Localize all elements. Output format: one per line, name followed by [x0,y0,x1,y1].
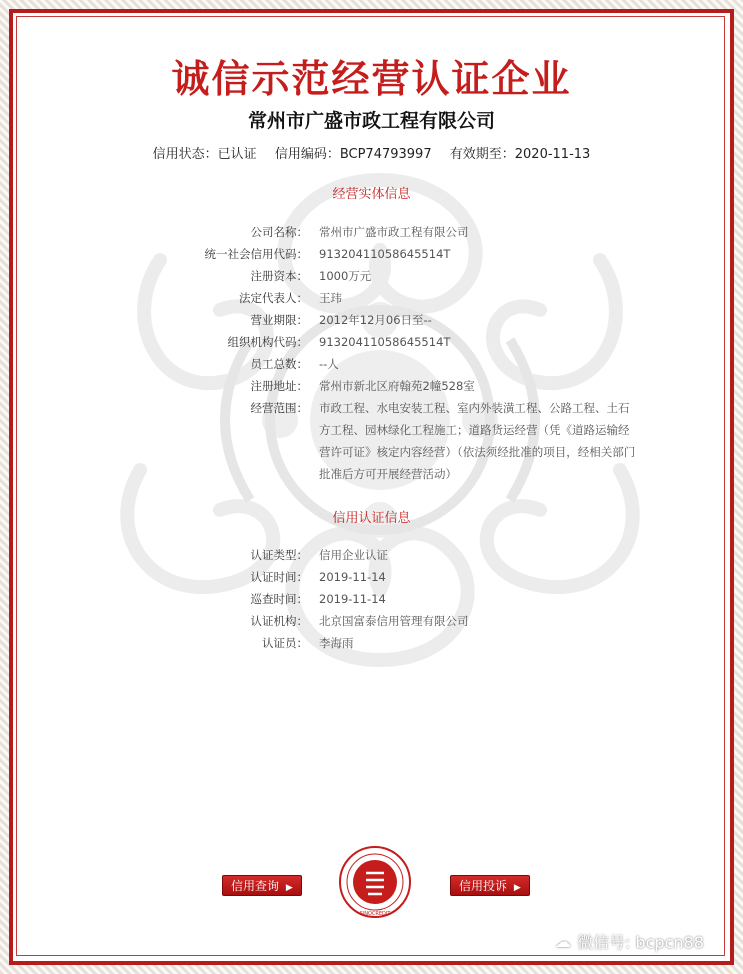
caret-right-icon: ▶ [513,883,521,893]
info-row-company-name [0,221,743,243]
row-value: 91320411058645514T [319,335,451,349]
row-label: 巡查时间： [250,592,308,606]
row-label: 注册资本： [250,269,308,283]
credit-query-label: 信用查询 [231,879,280,893]
row-value: 2012年12月06日至-- [319,313,432,327]
row-label: 认证类型： [250,548,308,562]
info-row-registered-capital [0,265,743,287]
watermark-text: 微信号: bcpcn88 [577,933,704,952]
row-value: --人 [319,357,339,371]
credit-code: 信用编码：BCP74793997 [274,147,432,162]
info-row-legal-representative [0,287,743,309]
info-row-business-scope [0,397,743,485]
svg-text:SINOCREDIT: SINOCREDIT [359,911,391,917]
info-row-inspection-time [0,588,743,610]
row-label: 员工总数： [250,357,308,371]
credit-status-line [0,143,743,162]
info-row-certification-agency [0,610,743,632]
row-value: 北京国富泰信用管理有限公司 [319,614,469,628]
info-row-certification-time [0,566,743,588]
row-label: 注册地址： [250,379,308,393]
info-row-organization-code [0,331,743,353]
row-label: 营业期限： [250,313,308,327]
row-value: 王玮 [319,291,342,305]
row-value: 常州市广盛市政工程有限公司 [319,225,469,239]
info-row-business-term [0,309,743,331]
row-label: 法定代表人： [239,291,308,305]
sinocredit-seal-logo [338,845,412,919]
page-title: 诚信示范经营认证企业 [171,56,572,101]
row-value: 常州市新北区府翰苑2幢528室 [319,379,475,393]
row-label: 公司名称： [250,225,308,239]
info-row-credit-code [0,243,743,265]
credit-status: 信用状态：已认证 [152,147,257,162]
row-label: 认证时间： [250,570,308,584]
info-row-certifier [0,632,743,654]
row-label: 认证机构： [250,614,308,628]
row-value: 市政工程、水电安装工程、室内外装潢工程、公路工程、土石方工程、园林绿化工程施工；道路货运经营（凭《道路运输经营许可证》核定内容经营）（依法须经批准的项目，经相关部门批准后方可开展经营活动） [319,401,636,481]
info-row-employee-count [0,353,743,375]
row-value: 信用企业认证 [319,548,388,562]
credit-complaint-button[interactable] [450,875,530,896]
row-value: 李海雨 [319,636,354,650]
credit-query-button[interactable] [222,875,302,896]
wechat-icon: ☁ [555,932,571,951]
valid-until: 有效期至：2020-11-13 [449,147,591,162]
row-value: 91320411058645514T [319,247,451,261]
wechat-watermark [555,930,704,953]
row-value: 2019-11-14 [319,570,386,584]
entity-section-title: 经营实体信息 [332,187,411,202]
row-value: 1000万元 [319,269,372,283]
caret-right-icon: ▶ [285,883,293,893]
credit-complaint-label: 信用投诉 [459,879,508,893]
credit-info-list [0,544,743,654]
row-label: 统一社会信用代码： [204,247,308,261]
credit-section-title: 信用认证信息 [332,511,411,526]
entity-info-list [0,221,743,485]
info-row-certification-type [0,544,743,566]
row-label: 经营范围： [250,401,308,415]
row-label: 组织机构代码： [227,335,308,349]
company-name-heading: 常州市广盛市政工程有限公司 [247,110,495,132]
row-label: 认证员： [262,636,308,650]
row-value: 2019-11-14 [319,592,386,606]
info-row-registered-address [0,375,743,397]
